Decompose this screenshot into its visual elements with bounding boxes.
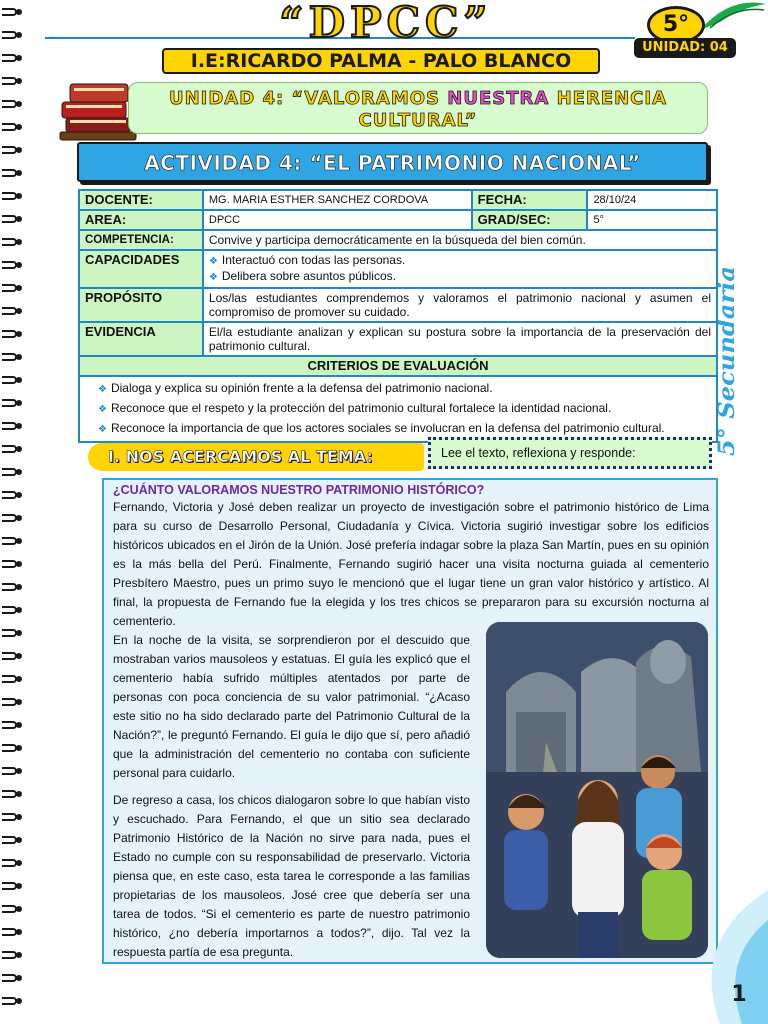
proposito-value: Los/las estudiantes comprendemos y valoramos el patrimonio nacional y asumen el compromiso de promover su cuidado. — [203, 288, 717, 322]
grade-badge: 5° — [647, 6, 705, 44]
list-item: ❖ Reconoce que el respeto y la protección del patrimonio cultural fortalece la identidad nacional. — [98, 401, 612, 415]
spiral-ring — [2, 788, 24, 800]
spiral-ring — [2, 443, 24, 455]
section-title: I. NOS ACERCAMOS AL TEMA: — [108, 447, 373, 466]
spiral-ring — [2, 489, 24, 501]
spiral-ring — [2, 305, 24, 317]
reading-paragraph: En la noche de la visita, se sorprendieron por el descuido que mostraban varios mausoleos y estatuas. El guía les explicó que el cementerio había sufrido múltiples atentados por parte de personas con poca conciencia de su valor patrimonial. “¿Acaso este sitio no ha sido declarado parte del Patrimonio Cultural de la Nación?”, le preguntó Fernando. El guía le dijo que sí, pero añadió que la administración del cementerio no contaba con suficiente personal para cuidarlo. — [113, 633, 470, 780]
criterios-header: CRITERIOS DE EVALUACIÓN — [79, 356, 717, 376]
spiral-ring — [2, 558, 24, 570]
proposito-label: PROPÓSITO — [79, 288, 203, 322]
spiral-ring — [2, 673, 24, 685]
spiral-ring — [2, 190, 24, 202]
books-icon — [58, 72, 138, 144]
fecha-value: 28/10/24 — [587, 190, 717, 210]
spiral-ring — [2, 650, 24, 662]
info-table — [78, 189, 718, 443]
spiral-ring — [2, 6, 24, 18]
list-item: ❖ Delibera sobre asuntos públicos. — [208, 269, 396, 283]
spiral-ring — [2, 121, 24, 133]
reading-paragraph: De regreso a casa, los chicos dialogaron sobre lo que habían visto y escuchado. Para Fernando, el que un sitio sea declarado Patrimonio Histórico de la Nación no sirve para nada, pues el Estado no cumple con su responsabilidad de preservarlo. Victoria piensa que, en este caso, esta tarea le corresponde a las familias propietarias de los mausoleos. José cree que debería ser una tarea de todos. “Si el cementerio es parte de nuestro patrimonio histórico, ¿no debería importarnos a todos?”, dijo. Tal vez la respuesta partía de esa pregunta. — [113, 793, 470, 959]
list-item: ❖ Interactuó con todas las personas. — [208, 253, 406, 267]
spiral-ring — [2, 604, 24, 616]
spiral-ring — [2, 696, 24, 708]
unit-badge: UNIDAD: 04 — [634, 38, 736, 58]
spiral-ring — [2, 282, 24, 294]
capacidades-label: CAPACIDADES — [79, 250, 203, 288]
diamond-bullet-icon: ❖ — [208, 272, 218, 283]
section-header — [88, 443, 424, 471]
spiral-ring — [2, 995, 24, 1007]
evidencia-label: EVIDENCIA — [79, 322, 203, 356]
docente-value: MG. MARIA ESTHER SANCHEZ CORDOVA — [203, 190, 472, 210]
spiral-ring — [2, 627, 24, 639]
spiral-ring — [2, 144, 24, 156]
spiral-ring — [2, 75, 24, 87]
school-name: I.E:RICARDO PALMA - PALO BLANCO — [162, 48, 600, 74]
docente-label: DOCENTE: — [79, 190, 203, 210]
spiral-ring — [2, 328, 24, 340]
spiral-ring — [2, 834, 24, 846]
spiral-ring — [2, 742, 24, 754]
fecha-label: FECHA: — [472, 190, 588, 210]
reading-paragraph: Fernando, Victoria y José deben realizar un proyecto de investigación sobre el patrimonio histórico de Lima para su curso de Desarrollo Personal, Ciudadanía y Cívica. Victoria sugirió investigar sobre los edificios históricos ubicados en el Jirón de la Unión. José prefería indagar sobre la plaza San Martín, pues en su opinión es la más bella del Perú. Finalmente, Fernando sugirió hacer una visita nocturna guiada al cementerio Presbítero Maestro, pues un primo suyo le mencionó que el lugar tiene un gran valor histórico y artístico. Al final, la propuesta de Fernando fue la elegida y los tres chicos se prepararon para su excursión nocturna al cementerio. — [113, 500, 709, 628]
spiral-ring — [2, 397, 24, 409]
capacidades-list — [203, 250, 717, 288]
spiral-ring — [2, 29, 24, 41]
spiral-ring — [2, 903, 24, 915]
spiral-ring — [2, 719, 24, 731]
competencia-value: Convive y participa democráticamente en la búsqueda del bien común. — [203, 230, 717, 250]
spiral-ring — [2, 581, 24, 593]
spiral-ring — [2, 512, 24, 524]
swirl-icon: ∽ — [44, 30, 56, 46]
unit-title-highlight: NUESTRA — [447, 88, 550, 109]
spiral-ring — [2, 167, 24, 179]
spiral-binding — [0, 0, 28, 1024]
course-title: “DPCC” — [279, 0, 493, 47]
competencia-label: COMPETENCIA: — [79, 230, 203, 250]
unit-title-prefix: UNIDAD 4: “VALORAMOS — [168, 88, 440, 109]
list-item: ❖ Dialoga y explica su opinión frente a la defensa del patrimonio nacional. — [98, 381, 493, 395]
diamond-bullet-icon: ❖ — [98, 424, 107, 435]
criterios-list — [79, 376, 717, 442]
spiral-ring — [2, 880, 24, 892]
spiral-ring — [2, 374, 24, 386]
spiral-ring — [2, 926, 24, 938]
spiral-ring — [2, 535, 24, 547]
arrow-icon — [396, 443, 414, 471]
spiral-ring — [2, 236, 24, 248]
spiral-ring — [2, 949, 24, 961]
spiral-ring — [2, 52, 24, 64]
spiral-ring — [2, 420, 24, 432]
diamond-bullet-icon: ❖ — [98, 384, 107, 395]
spiral-ring — [2, 213, 24, 225]
diamond-bullet-icon: ❖ — [208, 256, 218, 267]
spiral-ring — [2, 466, 24, 478]
unit-title-suffix: HERENCIA CULTURAL” — [358, 88, 667, 131]
activity-title: ACTIVIDAD 4: “EL PATRIMONIO NACIONAL” — [77, 142, 708, 182]
grad-label: GRAD/SEC: — [472, 210, 588, 230]
spiral-ring — [2, 259, 24, 271]
spiral-ring — [2, 857, 24, 869]
svg-text:5° Secundaria: 5° Secundaria — [714, 282, 740, 456]
spiral-ring — [2, 972, 24, 984]
grad-value: 5° — [587, 210, 717, 230]
spiral-ring — [2, 98, 24, 110]
evidencia-value: El/la estudiante analizan y explican su postura sobre la importancia de la preservación del patrimonio cultural. — [203, 322, 717, 356]
page-number: 1 — [731, 982, 747, 1007]
list-item: ❖ Reconoce la importancia de que los actores sociales se involucran en la defensa del patrimonio cultural. — [98, 421, 665, 435]
diamond-bullet-icon: ❖ — [98, 404, 107, 415]
reading-title: ¿CUÁNTO VALORAMOS NUESTRO PATRIMONIO HISTÓRICO? — [113, 483, 485, 497]
spiral-ring — [2, 765, 24, 777]
unit-title — [128, 82, 708, 134]
instruction-box: Lee el texto, reflexiona y responde: — [428, 437, 712, 469]
spiral-ring — [2, 811, 24, 823]
area-value: DPCC — [203, 210, 472, 230]
area-label: AREA: — [79, 210, 203, 230]
spiral-ring — [2, 351, 24, 363]
